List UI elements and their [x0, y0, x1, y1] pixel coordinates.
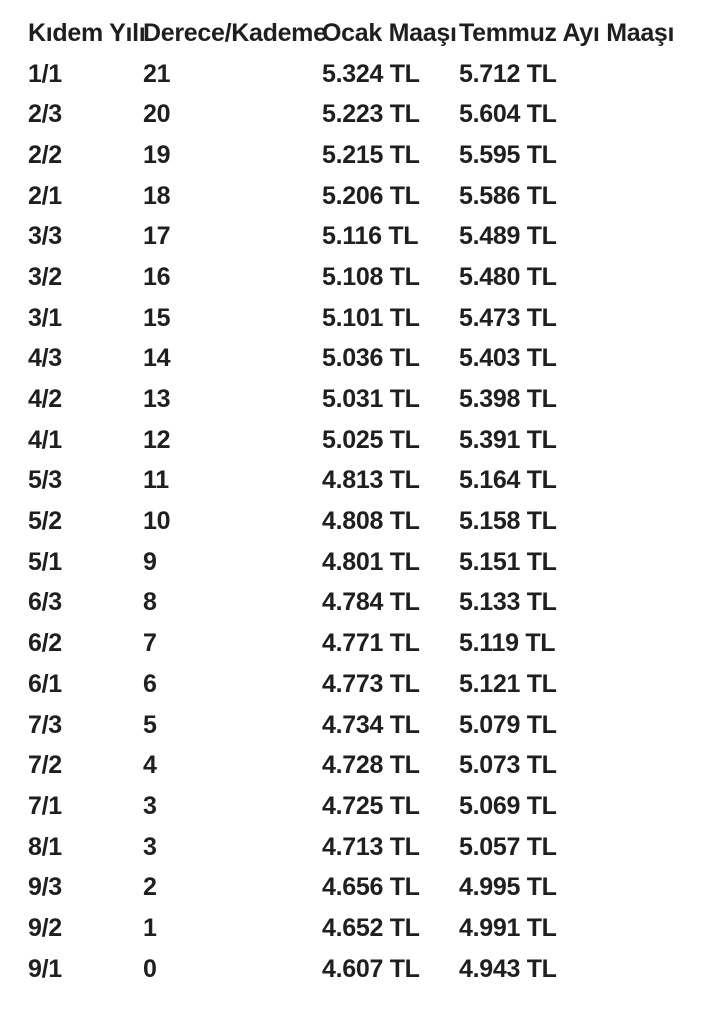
table-row: [28, 54, 711, 95]
cell-kidem-yili: 2/3: [28, 100, 62, 129]
cell-ocak-maasi: 5.223 TL: [322, 100, 420, 129]
cell-derece-kademe: 2: [143, 873, 157, 902]
cell-temmuz-ayi-maasi: 5.079 TL: [459, 710, 557, 739]
cell-kidem-yili: 9/3: [28, 873, 62, 902]
table-row: [28, 461, 711, 502]
table-row: [28, 908, 711, 949]
cell-kidem-yili: 7/2: [28, 751, 62, 780]
cell-kidem-yili: 6/1: [28, 669, 62, 698]
cell-temmuz-ayi-maasi: 5.073 TL: [459, 751, 557, 780]
cell-kidem-yili: 4/1: [28, 425, 62, 454]
cell-kidem-yili: 3/2: [28, 262, 62, 291]
cell-ocak-maasi: 5.031 TL: [322, 385, 420, 414]
cell-temmuz-ayi-maasi: 5.604 TL: [459, 100, 557, 129]
column-header-temmuz-ayi-maasi: Temmuz Ayı Maaşı: [459, 18, 675, 47]
cell-temmuz-ayi-maasi: 5.057 TL: [459, 832, 557, 861]
cell-derece-kademe: 14: [143, 344, 171, 373]
table-row: [28, 827, 711, 868]
table-header-row: [28, 13, 711, 54]
cell-derece-kademe: 11: [143, 466, 169, 495]
table-row: [28, 623, 711, 664]
cell-derece-kademe: 6: [143, 669, 157, 698]
cell-derece-kademe: 3: [143, 791, 157, 820]
cell-temmuz-ayi-maasi: 5.595 TL: [459, 140, 557, 169]
cell-ocak-maasi: 4.713 TL: [322, 832, 420, 861]
cell-ocak-maasi: 5.036 TL: [322, 344, 420, 373]
cell-derece-kademe: 15: [143, 303, 171, 332]
cell-temmuz-ayi-maasi: 5.403 TL: [459, 344, 557, 373]
cell-ocak-maasi: 5.025 TL: [322, 425, 420, 454]
cell-derece-kademe: 0: [143, 954, 157, 983]
cell-kidem-yili: 6/3: [28, 588, 62, 617]
cell-ocak-maasi: 4.728 TL: [322, 751, 420, 780]
cell-ocak-maasi: 4.801 TL: [322, 547, 420, 576]
table-row: [28, 176, 711, 217]
cell-kidem-yili: 3/3: [28, 222, 62, 251]
cell-ocak-maasi: 5.116 TL: [322, 222, 419, 251]
cell-derece-kademe: 1: [143, 913, 157, 942]
cell-derece-kademe: 17: [143, 222, 171, 251]
cell-derece-kademe: 9: [143, 547, 157, 576]
cell-ocak-maasi: 5.215 TL: [322, 140, 420, 169]
cell-derece-kademe: 8: [143, 588, 157, 617]
table-row: [28, 542, 711, 583]
cell-kidem-yili: 6/2: [28, 629, 62, 658]
cell-kidem-yili: 2/2: [28, 140, 62, 169]
cell-temmuz-ayi-maasi: 5.164 TL: [459, 466, 557, 495]
column-header-ocak-maasi: Ocak Maaşı: [322, 18, 457, 47]
cell-kidem-yili: 9/1: [28, 954, 62, 983]
table-row: [28, 257, 711, 298]
cell-derece-kademe: 5: [143, 710, 157, 739]
cell-temmuz-ayi-maasi: 5.158 TL: [459, 507, 557, 536]
cell-ocak-maasi: 4.771 TL: [322, 629, 420, 658]
column-header-kidem-yili: Kıdem Yılı: [28, 18, 146, 47]
cell-temmuz-ayi-maasi: 5.133 TL: [459, 588, 557, 617]
cell-ocak-maasi: 4.656 TL: [322, 873, 420, 902]
cell-temmuz-ayi-maasi: 5.069 TL: [459, 791, 557, 820]
cell-kidem-yili: 3/1: [28, 303, 62, 332]
cell-derece-kademe: 19: [143, 140, 171, 169]
cell-temmuz-ayi-maasi: 5.398 TL: [459, 385, 557, 414]
table-row: [28, 379, 711, 420]
cell-ocak-maasi: 4.652 TL: [322, 913, 420, 942]
cell-derece-kademe: 10: [143, 507, 171, 536]
cell-temmuz-ayi-maasi: 5.473 TL: [459, 303, 557, 332]
cell-temmuz-ayi-maasi: 5.480 TL: [459, 262, 557, 291]
cell-derece-kademe: 18: [143, 181, 171, 210]
cell-ocak-maasi: 5.324 TL: [322, 59, 420, 88]
cell-ocak-maasi: 4.813 TL: [322, 466, 420, 495]
cell-kidem-yili: 7/3: [28, 710, 62, 739]
cell-ocak-maasi: 4.784 TL: [322, 588, 420, 617]
table-row: [28, 216, 711, 257]
table-row: [28, 583, 711, 624]
cell-ocak-maasi: 4.607 TL: [322, 954, 420, 983]
cell-ocak-maasi: 5.108 TL: [322, 262, 420, 291]
cell-temmuz-ayi-maasi: 5.391 TL: [459, 425, 557, 454]
cell-kidem-yili: 8/1: [28, 832, 62, 861]
cell-kidem-yili: 2/1: [28, 181, 62, 210]
cell-temmuz-ayi-maasi: 4.991 TL: [459, 913, 557, 942]
cell-kidem-yili: 4/2: [28, 385, 62, 414]
cell-temmuz-ayi-maasi: 5.121 TL: [459, 669, 557, 698]
cell-ocak-maasi: 5.101 TL: [322, 303, 420, 332]
column-header-derece-kademe: Derece/Kademe: [143, 18, 327, 47]
cell-temmuz-ayi-maasi: 4.995 TL: [459, 873, 557, 902]
cell-ocak-maasi: 4.734 TL: [322, 710, 420, 739]
table-row: [28, 298, 711, 339]
cell-kidem-yili: 7/1: [28, 791, 62, 820]
cell-kidem-yili: 9/2: [28, 913, 62, 942]
cell-derece-kademe: 16: [143, 262, 171, 291]
cell-temmuz-ayi-maasi: 5.712 TL: [459, 59, 557, 88]
cell-derece-kademe: 13: [143, 385, 171, 414]
cell-derece-kademe: 12: [143, 425, 171, 454]
cell-ocak-maasi: 5.206 TL: [322, 181, 420, 210]
cell-derece-kademe: 20: [143, 100, 171, 129]
cell-temmuz-ayi-maasi: 5.586 TL: [459, 181, 557, 210]
cell-derece-kademe: 7: [143, 629, 157, 658]
cell-derece-kademe: 21: [143, 59, 171, 88]
table-row: [28, 786, 711, 827]
cell-ocak-maasi: 4.725 TL: [322, 791, 420, 820]
cell-kidem-yili: 1/1: [28, 59, 62, 88]
table-row: [28, 949, 711, 990]
cell-kidem-yili: 4/3: [28, 344, 62, 373]
table-row: [28, 501, 711, 542]
table-row: [28, 420, 711, 461]
table-row: [28, 339, 711, 380]
table-body: [28, 54, 711, 990]
cell-ocak-maasi: 4.773 TL: [322, 669, 420, 698]
table-row: [28, 664, 711, 705]
cell-derece-kademe: 3: [143, 832, 157, 861]
cell-temmuz-ayi-maasi: 4.943 TL: [459, 954, 557, 983]
cell-ocak-maasi: 4.808 TL: [322, 507, 420, 536]
cell-temmuz-ayi-maasi: 5.151 TL: [459, 547, 557, 576]
table-row: [28, 867, 711, 908]
cell-kidem-yili: 5/1: [28, 547, 62, 576]
cell-kidem-yili: 5/3: [28, 466, 62, 495]
cell-derece-kademe: 4: [143, 751, 157, 780]
cell-kidem-yili: 5/2: [28, 507, 62, 536]
cell-temmuz-ayi-maasi: 5.119 TL: [459, 629, 556, 658]
cell-temmuz-ayi-maasi: 5.489 TL: [459, 222, 557, 251]
table-row: [28, 135, 711, 176]
table-row: [28, 705, 711, 746]
table-row: [28, 745, 711, 786]
table-row: [28, 94, 711, 135]
